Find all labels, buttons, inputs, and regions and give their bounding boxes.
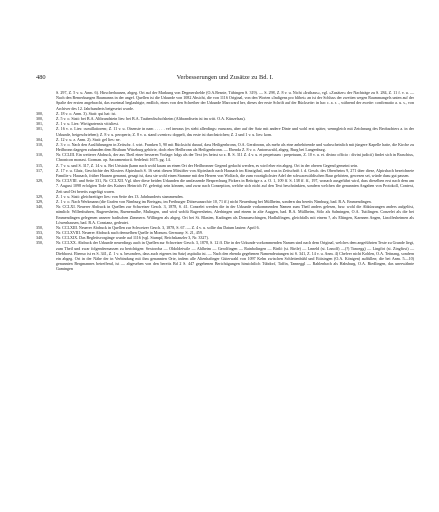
- entry-page-ref: 353,: [36, 230, 44, 236]
- entry-page-ref: 310,: [36, 152, 44, 158]
- entry-page-ref: 300,: [36, 110, 44, 116]
- entry-page-ref: 329,: [36, 193, 44, 199]
- entry-page-ref: 340,: [36, 204, 44, 210]
- entry-text: Nr. CCLIII. Ein weiterer Abdruck, der aus Theil einer besseren Vorlage: hdgs als der Text (es heisst so z. B. S. 311 Z. 4 v. u. et perpetuum : prepetuum, Z. 10 v. u. et. divino officio : divini judicii) findet sich in Braschius, Chronicon monast. Gorman. op. Sacramentorii. Sedelesti 1675. pg. 14.: [56, 152, 414, 163]
- correction-entry: [36, 168, 414, 178]
- correction-entry: [36, 204, 414, 225]
- entry-text: Z. 17 v. u. Glatz, Geschichte des Klosters Alpirsbach S. 16 setzt diesen Mitstifter von Alpirsbach nach Hausach im Kinzigthal, und was in Zeitschrift f. d. Gesch. des Oberrheins 9, 271 über diese, Alpirsbach bezeichnete Familie v. Hausach, früher Hausen genannt, gesagt ist, dass sie wohl einen Stamme mit den Herren von Wolfach, die zum vorzüglichster Adel der schwarzwäldischen Baar gehörten, gewesen sei, würde dazu gut passen.: [56, 167, 414, 178]
- entry-text: Z. 7 v. u. und S. 317, Z. 14 v. u. Bei Urtstain (kann nach wohl kaum an einen Ort der Heilbronner Gegend gedacht werden, es wird eher ein abgeg. Ort in der oberen Gegend gemeint sein.: [56, 162, 359, 168]
- entry-page-ref: 315,: [36, 162, 44, 168]
- entry-page-ref: 329,: [36, 178, 44, 184]
- entry-text: Z. 5 v. o. Statt: bei B.A. Altbrandstein lies: bei B.A. Taubenfischofsheim (Altbrandtsein ist im witt. O.A. Künzelsau).: [56, 115, 246, 121]
- correction-entry: [36, 126, 414, 136]
- entry-text: Z. 16 v. o. Lies: cumillatiorem; Z. 11 v. u. Oisenste in nam . . . . . vel ineraus (es steht allerdings: eururam, aber auf der Satz mit andere Dinte und wohl erst später, wenngleich mit Zeichnung des Beobachters a. in der Urkunde, beigeschrieben); Z. 8 v. u. peroperis; Z. 8 v. u. stand »venire« doppelt, das erste ist durchstrichen; Z. 2 und 1 v. u. lies: kom.: [56, 126, 414, 137]
- entry-text: Nr. CCLVIII. und Seite 331, Nr. CCLXII. Vgl. über diese beiden Urkunden die umfassende Besprechung Pickers in Beiträge z. a. O. 1, 109 ff. S. 138 ff. ff., 197, wonach ausgeführt wird, dass dieselben erst nach dem am 7. August 1098 erfolgten Tode des Kaisers Heinrich IV. gefertigt sein können, und zwar nach Conzeption, welche sich nicht auf den Text beschränkten, sondern welchen die genannten Angaben von Protokoll, Context, Zeit und Ort bereits zugefügt waren.: [56, 178, 414, 194]
- correction-entry: [36, 178, 414, 194]
- entry-page-ref: 301,: [36, 126, 44, 132]
- entry-page-ref: 304,: [36, 136, 44, 142]
- entry-page-ref: 301,: [36, 121, 44, 127]
- correction-entry: [36, 240, 414, 271]
- entry-page-ref: 310,: [36, 141, 44, 147]
- entry-page-ref: 340,: [36, 235, 44, 241]
- entry-text: Z. 1 v. u. Statt: gleichzeitiger lies: von Seite des 13. Jahrhunderts stammenden.: [56, 193, 184, 199]
- entry-page-ref: 300,: [36, 115, 44, 121]
- entry-page-ref: 317,: [36, 167, 44, 173]
- entry-text: Z. 12 v. u. z. Anm. 2). Statt: gel lies: ne.: [56, 136, 121, 142]
- entry-text: Nr. CCLXIII. Neuerer Abdruck in Quellen zur Schweizer Gesch. 3, 1878, S. 67. — Z. 4 v. u. sollte das Datum lauten: April 6.: [56, 224, 260, 230]
- entry-text: Z. 18 v. o. Anm. 3). Statt: qui hat: ist.: [56, 110, 117, 116]
- page-title: Verbesserungen und Zusätze zu Bd. I.: [176, 74, 274, 81]
- entry-text: Nr. CCLXI. Neuerer Abdruck in Quellen zur Schweizer Gesch. 3, 1878, S. 41. Conzelei werden die in der Urkunde vorkommenden Namen zum Theil anders gelesen, bzw. wohl die Abkürzungen anders aufgelöst, nämlich: Willenbuhren, Rugeresheim, Ruenemulbe, Mulingen, und wird woblü Rugeresheim, Alerhingen und einem in alte Auggen, bad. B.A. Müllheim, Sölo als Salmingen, O.A. Tuttlingen. Conzelei als die bei Emmendingen gelegenen unserer badischen Zimmern. Willingen als abgeg. Ort bei St. Blasien, Kadingen als Donaueschingen, Hadlulfingen, gleichfalls mit einem ?, als Eltingen, Karnnen Angen, Linolfesheimen als Löwenhausen, bad. B.A. Constanz, gedeutet.: [56, 204, 414, 225]
- correction-entry: [36, 152, 414, 162]
- page-number: 480: [36, 74, 46, 81]
- entry-text: Z. 1 v. o. Nach Werkmann (die Grafen von Nimburg im Breisgau, im Freiburger Diözesanarchiv 10, 71 ff.) nicht Neuenburg bei Müllheim, sondern das bereits Nimburg, bad. B.A. Emmendingen.: [56, 198, 372, 204]
- correction-entry: [36, 142, 414, 152]
- entry-text: S. 297, Z. 5 v. u. Anm. 6). Hirscherhausen, abgeg. Ort auf der Markung von Degmershelde (O.A.Besnie, Tübingen S. 319). — S. 298, Z. 8 v. u. Nicht »Irsthaus«, vgl. »Zusätze« der Nachträge zu S. 284, Z. 11 f. v. u. — Nach den Bemerkungen Baumanns in der angef. Quellen ist die Urkunde von 1082 Absicht, die von 1116 Original, von den Worten »Indigens pro blibet« an ist der Schluss der zweiten wegen Raummangels unten auf der Spalte der ersten angebracht, das zweimal beglaubigte, endlich, eines von den Schreiber der Urkunde Marcward her, dieses der erste Schrift auf der Rückseite: in hac c. a. r. ., während der zweite: confirmatio a. u. s., von Archiver des 12. Jahrhunderts beigesetzt wurde.: [56, 90, 414, 111]
- entry-page-ref: 350,: [36, 240, 44, 246]
- corrections-list: [36, 90, 414, 272]
- entry-text: Nr. CCLXX. Abdruck der Urkunde neuerdings auch in Quellen zur Schweizer Gesch. 3, 1878, S. 12 ff. Die in der Urkunde vorkommenden Namen sind nach dem Original, welches dem angeführten Texte zu Grunde liegt, zum Theil und zwar folgendermassen zu berichtigen: Sextoroba — Oldoldeiwile — Ahlheim — Gerolfingen — Rainbolingen — Birtlö (st. Birtle) — Lnneld (st. Lnnolf) —(?) Tancegg) — Lingfirt (st. Zingfirst) — Diebhorst. Ebenso ist es S. 341, Z. 1 v. u. besonders, dass auch eigenes im Satz) aspitalia ist. — Nach den ebenda gegebenen Namendeutungen ist S. 341, Z. 14 v. u. Anm. 4) Chelver nicht Kohlen, O.A. Tettnang, sondern ein abgeg. Ort in der Nähe der in Verbindung mit ihm genannten Orte, indem alle Altenhafinger Güterwahl von 1097 Kelm zwischen Schleitenbühl und Ettisingen (O.A. Königen) auffüllen; die bei Anm. 5—10) genannten Bergmannes betreffend, ist — abgesehen von den bereits Bd 2 S. 447 gegebenen Berichtigungen hinsichtlich Tübdorf, Taffin, Tanneggl — Rahlenbach als Habsburg, O.A. Riedlingen, das unerwähnte Gamingen: [56, 240, 414, 272]
- running-header: [36, 73, 414, 82]
- entry-page-ref: 350,: [36, 224, 44, 230]
- entry-text: Nr. CCLXVIII. Neuerer Abdruck nach demselben Quelle in Monum. Germany. S. 21, 459.: [56, 230, 203, 236]
- entry-text: Nr. CCLXIX. Das Begleitsvorgänge wurde auf 1116 (vgl. Stumpf, Reichskanzler 3, Nr. 3327).: [56, 235, 209, 241]
- entry-page-ref: 329,: [36, 198, 44, 204]
- entry-text: Z. 1 v. u. Lies: Wirtigartensis vitisliest.: [56, 121, 119, 127]
- entry-text: Z. 3 v. o. Nach den Auslführungen in Zeitschr. f. wirt. Franken 5, 90 mit Rücksicht darauf, dass Heiligenbronn, O.A. Gerabronn, als mehr als eine anbehörende und wahrscheinlich mit jüngere Kapelle hatte, die Kirche zu Heilbronn dagegen zuhanden dem Bisthum Würzburg gehörte, doch eher Heilbronn als Heiligenbronn. — Ebenda Z. 8 v. o. Antonswald, abgeg. Burg bei Langenburg.: [56, 141, 414, 153]
- correction-entry: [36, 90, 414, 111]
